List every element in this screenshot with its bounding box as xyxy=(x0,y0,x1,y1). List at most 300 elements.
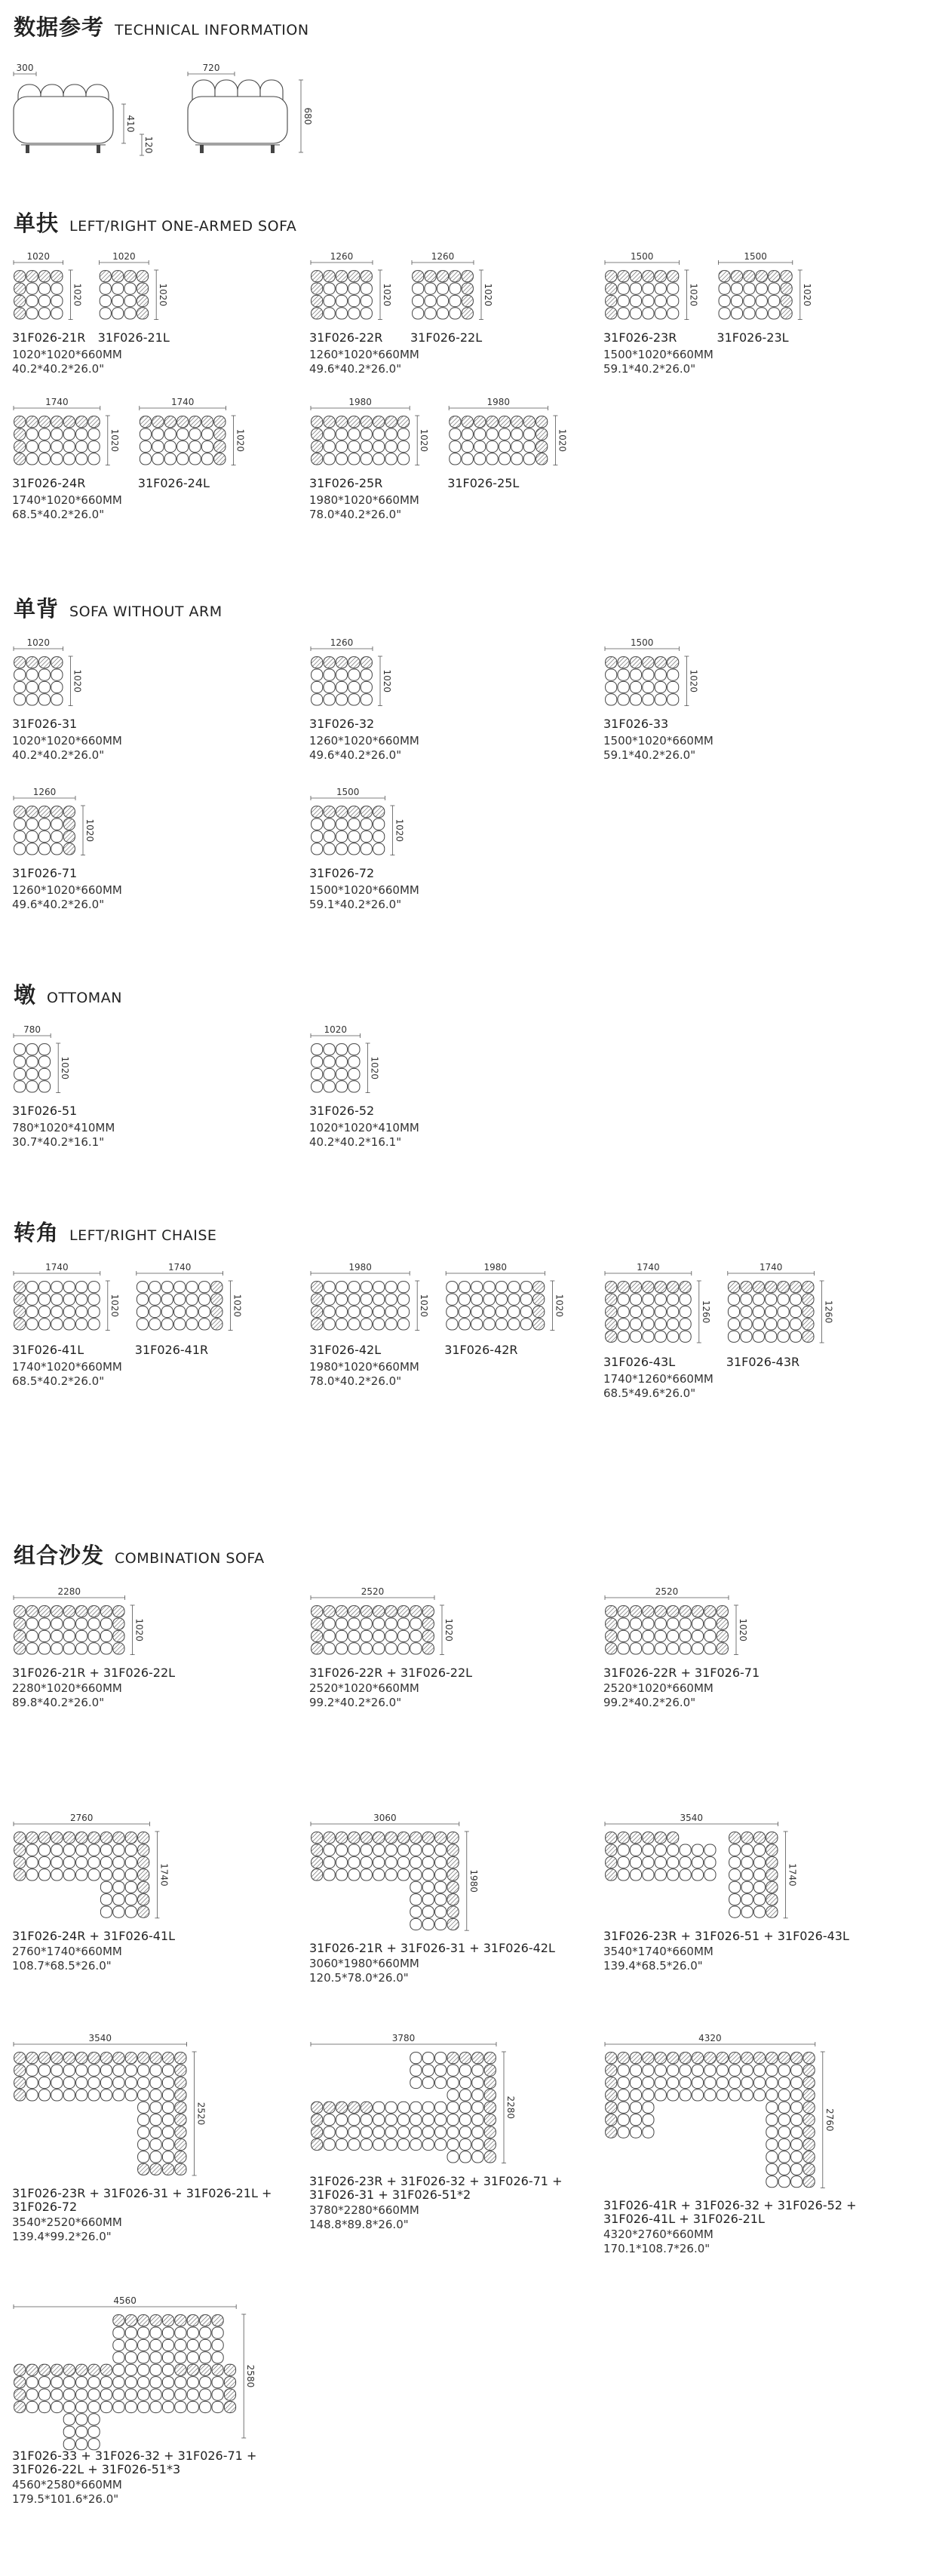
seat-cushion xyxy=(212,2401,223,2412)
size-mm: 1740*1020*660MM xyxy=(12,1360,122,1374)
combination-sofa xyxy=(309,1810,488,1939)
seat-cushion xyxy=(63,1844,75,1856)
seat-cushion xyxy=(324,681,335,692)
model-code: 31F026-51 xyxy=(12,1104,78,1118)
armrest-cushion xyxy=(447,1894,459,1905)
combination-plan xyxy=(14,1832,149,1918)
size-inch: 40.2*40.2*16.1" xyxy=(309,1135,402,1149)
armrest-cushion xyxy=(484,2089,496,2101)
armrest-cushion xyxy=(175,2315,186,2326)
model-code: 31F026-41R xyxy=(134,1343,209,1357)
depth-dimension xyxy=(366,1043,380,1093)
seat-cushion xyxy=(435,2126,447,2138)
armrest-cushion xyxy=(137,295,148,306)
seat-cushion xyxy=(198,1282,210,1293)
armrest-cushion xyxy=(211,1306,222,1317)
seat-cushion xyxy=(336,843,347,855)
size-inch: 179.5*101.6*26.0" xyxy=(12,2492,119,2506)
seat-cushion xyxy=(88,2089,100,2101)
seat-cushion xyxy=(311,1081,323,1092)
seat-cushion xyxy=(413,295,424,306)
seat-cushion xyxy=(459,1282,470,1293)
armrest-cushion xyxy=(397,1832,409,1844)
seat-cushion xyxy=(88,1643,100,1654)
seat-cushion xyxy=(26,681,38,692)
armrest-cushion xyxy=(311,441,323,452)
seat-cushion xyxy=(76,1844,87,1856)
seat-cushion xyxy=(336,1643,347,1654)
armrest-cushion xyxy=(536,416,548,428)
combination-sofa xyxy=(309,2031,525,2172)
armrest-cushion xyxy=(138,1869,149,1881)
seat-cushion xyxy=(437,295,448,306)
width-label: 2280 xyxy=(57,1586,81,1597)
seat-cushion xyxy=(744,295,755,306)
depth-label: 1020 xyxy=(419,1294,430,1318)
seat-cushion xyxy=(422,2065,434,2076)
seat-cushion xyxy=(336,283,347,294)
width-label: 3540 xyxy=(680,1813,704,1823)
armrest-cushion xyxy=(14,1319,26,1330)
seat-cushion xyxy=(14,831,26,842)
armrest-cushion xyxy=(778,2053,790,2064)
seat-cushion xyxy=(486,453,498,465)
seat-cushion xyxy=(447,2065,459,2076)
armrest-cushion xyxy=(140,416,151,428)
depth-dimension xyxy=(553,416,567,465)
armrest-cushion xyxy=(113,1606,124,1617)
seat-cushion xyxy=(753,1844,765,1856)
seat-cushion xyxy=(655,308,666,319)
armrest-cushion xyxy=(175,2114,186,2126)
size-mm: 1740*1260*660MM xyxy=(603,1372,714,1386)
width-dimension xyxy=(14,637,63,651)
armrest-cushion xyxy=(26,2364,38,2375)
seat-cushion xyxy=(26,2389,38,2400)
armrest-cushion xyxy=(680,1282,691,1293)
seat-cushion xyxy=(728,1306,739,1317)
seat-cushion xyxy=(778,2089,790,2101)
seat-cushion xyxy=(729,1856,741,1868)
depth-label: 1020 xyxy=(369,1056,380,1080)
seat-cushion xyxy=(138,2138,149,2150)
seat-cushion xyxy=(63,1282,75,1293)
ottoman-drawing xyxy=(12,1022,79,1098)
seat-cushion xyxy=(667,308,679,319)
seat-cushion xyxy=(348,818,360,830)
seat-cushion xyxy=(336,818,347,830)
armrest-cushion xyxy=(692,2053,703,2064)
seat-cushion xyxy=(38,295,50,306)
seat-cushion xyxy=(137,1306,148,1317)
armrest-cushion xyxy=(630,1832,641,1844)
width-dimension xyxy=(188,63,235,76)
armrest-cushion xyxy=(618,271,629,282)
model-code: 31F026-42L xyxy=(309,1343,382,1357)
armrest-cushion xyxy=(484,2065,496,2076)
model-code: 31F026-25R xyxy=(309,476,383,490)
chaise-pair-drawing xyxy=(309,1260,582,1350)
armrest-cushion xyxy=(201,416,213,428)
seat-cushion xyxy=(717,2089,728,2101)
seat-cushion xyxy=(14,818,26,830)
seat-cushion xyxy=(177,428,189,440)
seat-cushion xyxy=(523,453,535,465)
seat-cushion xyxy=(756,308,767,319)
seat-cushion xyxy=(162,2126,173,2138)
seat-cushion xyxy=(447,1282,458,1293)
seat-cushion xyxy=(198,1306,210,1317)
armrest-cushion xyxy=(14,416,26,428)
armrest-cushion xyxy=(680,1606,691,1617)
seat-cushion xyxy=(212,2339,223,2350)
combination-plan xyxy=(14,1606,124,1654)
seat-cushion xyxy=(630,2114,641,2126)
width-dimension xyxy=(605,1262,692,1276)
armless-sofa xyxy=(309,635,401,711)
armrest-cushion xyxy=(606,2102,617,2113)
size-inch: 49.6*40.2*26.0" xyxy=(12,898,105,911)
combination-sofa-drawing xyxy=(309,2031,525,2172)
seat-cushion xyxy=(410,1844,422,1856)
depth-label: 2520 xyxy=(195,2102,207,2126)
size-mm: 1020*1020*660MM xyxy=(12,348,122,361)
seat-cushion xyxy=(741,1869,753,1881)
seat-cushion xyxy=(138,2102,149,2113)
seat-cushion xyxy=(790,1294,801,1305)
width-label: 1740 xyxy=(759,1262,783,1273)
seat-cushion xyxy=(680,2077,691,2088)
seat-cushion xyxy=(766,2151,778,2163)
seat-cushion xyxy=(63,2401,75,2412)
seat-cushion xyxy=(729,1894,741,1905)
combination-sofa-drawing xyxy=(603,2031,844,2197)
seat-cushion xyxy=(324,2126,335,2138)
seat-cushion xyxy=(385,2102,397,2113)
seat-cushion xyxy=(348,2138,360,2150)
armrest-cushion xyxy=(14,806,26,818)
size-mm: 780*1020*410MM xyxy=(12,1121,115,1134)
seat-cushion xyxy=(373,1319,385,1330)
seat-cushion xyxy=(162,2114,173,2126)
armrest-cushion xyxy=(162,2053,173,2064)
seat-cushion xyxy=(753,1294,764,1305)
seat-cushion xyxy=(161,1319,173,1330)
seat-cushion xyxy=(63,2377,75,2388)
seat-cushion xyxy=(348,283,360,294)
depth-dimension xyxy=(684,656,698,706)
seat-cushion xyxy=(520,1282,532,1293)
seat-cushion xyxy=(474,453,486,465)
seat-cushion xyxy=(26,1643,38,1654)
seat-cushion xyxy=(324,295,335,306)
seat-cushion xyxy=(336,453,347,465)
seat-cushion xyxy=(324,1630,335,1641)
seat-cushion xyxy=(311,1056,323,1067)
seat-cushion xyxy=(630,2065,641,2076)
armrest-cushion xyxy=(76,1606,87,1617)
seat-cushion xyxy=(125,2077,137,2088)
seat-cushion xyxy=(486,428,498,440)
seat-cushion xyxy=(113,2401,124,2412)
seat-cushion xyxy=(212,2327,223,2338)
model-code: 31F026-21L xyxy=(97,330,170,345)
armrest-cushion xyxy=(38,416,50,428)
model-code: 31F026-21R + 31F026-22L xyxy=(12,1665,176,1680)
armrest-cushion xyxy=(113,1618,124,1629)
seat-cushion xyxy=(397,2126,409,2138)
seat-cushion xyxy=(643,1331,654,1342)
model-code: 31F026-22L xyxy=(410,330,483,345)
seat-cushion xyxy=(655,1294,666,1305)
model-code: 31F026-43R xyxy=(726,1355,800,1370)
armrest-cushion xyxy=(803,2065,815,2076)
section-title-en: LEFT/RIGHT ONE-ARMED SOFA xyxy=(69,218,297,235)
seat-cushion xyxy=(520,1294,532,1305)
size-mm: 1500*1020*660MM xyxy=(603,734,714,748)
armrest-cushion xyxy=(606,2077,617,2088)
seat-cushion xyxy=(729,2065,741,2076)
seat-cushion xyxy=(425,308,436,319)
seat-cushion xyxy=(26,283,38,294)
armrest-cushion xyxy=(150,2315,161,2326)
armrest-cushion xyxy=(667,271,679,282)
armrest-cushion xyxy=(124,271,136,282)
width-label: 300 xyxy=(16,63,34,73)
seat-cushion xyxy=(655,1331,666,1342)
seat-cushion xyxy=(100,2089,112,2101)
seat-cushion xyxy=(791,2176,803,2188)
seat-cushion xyxy=(125,2401,137,2412)
seat-cushion xyxy=(373,2114,385,2126)
depth-label: 1020 xyxy=(72,283,83,307)
armrest-cushion xyxy=(484,2077,496,2088)
depth-label: 1020 xyxy=(801,283,812,307)
seat-cushion xyxy=(26,694,38,705)
width-dimension xyxy=(14,1586,125,1600)
seat-cushion xyxy=(373,2126,385,2138)
seat-cushion xyxy=(790,1319,801,1330)
armrest-cushion xyxy=(214,428,226,440)
armrest-cushion xyxy=(606,2053,617,2064)
seat-cushion xyxy=(618,1294,629,1305)
seat-cushion xyxy=(728,1319,739,1330)
armrest-cushion xyxy=(211,1294,222,1305)
armrest-cushion xyxy=(766,1906,778,1917)
seat-cushion xyxy=(729,2077,741,2088)
seat-cushion xyxy=(125,2089,137,2101)
seat-cushion xyxy=(51,1618,63,1629)
armrest-cushion xyxy=(125,2315,137,2326)
seat-cushion xyxy=(336,831,347,842)
seat-cushion xyxy=(766,2176,778,2188)
width-label: 1260 xyxy=(330,251,354,262)
seat-cushion xyxy=(410,1869,422,1881)
combination-sofa-drawing xyxy=(12,2293,265,2447)
armrest-cushion xyxy=(692,1606,703,1617)
seat-cushion xyxy=(471,1294,483,1305)
seat-cushion xyxy=(51,453,63,465)
model-code: 31F026-24R xyxy=(12,476,86,490)
seat-cushion xyxy=(618,1306,629,1317)
seat-cushion xyxy=(410,2102,422,2113)
armrest-cushion xyxy=(14,2364,26,2375)
seat-cushion xyxy=(680,1294,691,1305)
seat-cushion xyxy=(459,2138,471,2150)
seat-cushion xyxy=(778,2102,790,2113)
seat-cushion xyxy=(729,1869,741,1881)
seat-cushion xyxy=(791,2163,803,2175)
armrest-cushion xyxy=(14,2065,26,2076)
seat-cushion xyxy=(778,2077,790,2088)
width-label: 1020 xyxy=(112,251,136,263)
seat-cushion xyxy=(618,2114,629,2126)
seat-cushion xyxy=(741,2065,753,2076)
size-mm: 3540*2520*660MM xyxy=(12,2215,122,2229)
seat-cushion xyxy=(162,2352,173,2363)
seat-cushion xyxy=(112,308,124,319)
armrest-cushion xyxy=(447,1832,459,1844)
seat-cushion xyxy=(447,2077,459,2088)
armrest-cushion xyxy=(447,2053,459,2064)
armrest-cushion xyxy=(14,1618,26,1629)
combination-plan xyxy=(311,1832,459,1930)
seat-cushion xyxy=(373,1856,385,1868)
armrest-cushion xyxy=(753,2053,765,2064)
armrest-cushion xyxy=(450,271,461,282)
seat-cushion xyxy=(437,308,448,319)
seat-cushion xyxy=(397,1844,409,1856)
depth-label: 1020 xyxy=(382,669,392,693)
combination-sofa xyxy=(12,2293,265,2447)
seat-cushion xyxy=(692,1630,703,1641)
armrest-cushion xyxy=(484,2053,496,2064)
side-view-drawings-drawing xyxy=(11,59,327,157)
size-mm: 1980*1020*660MM xyxy=(309,1360,419,1374)
one-armed-left xyxy=(100,271,148,319)
seat-cushion xyxy=(447,2138,459,2150)
seat-cushion xyxy=(630,295,641,306)
seat-cushion xyxy=(741,2077,753,2088)
seat-cushion xyxy=(741,1881,753,1893)
seat-cushion xyxy=(422,1918,434,1930)
seat-cushion xyxy=(753,1331,764,1342)
armrest-cushion xyxy=(324,271,335,282)
seat-cushion xyxy=(113,1844,124,1856)
seat-cushion xyxy=(778,2151,790,2163)
seat-cushion xyxy=(336,2114,347,2126)
size-inch: 78.0*40.2*26.0" xyxy=(309,1374,402,1388)
model-code: 31F026-24R + 31F026-41L xyxy=(12,1928,176,1943)
seat-cushion xyxy=(667,283,679,294)
armrest-cushion xyxy=(152,416,164,428)
armrest-cushion xyxy=(14,308,26,319)
depth-label: 1020 xyxy=(382,283,392,307)
section-title-cn: 单扶 xyxy=(14,210,60,236)
armrest-cushion xyxy=(462,271,473,282)
armrest-cushion xyxy=(373,416,385,428)
section-title xyxy=(14,11,309,41)
section-title-cn: 单背 xyxy=(14,596,60,622)
armrest-cushion xyxy=(385,1606,397,1617)
armrest-cushion xyxy=(348,416,360,428)
size-inch: 40.2*40.2*26.0" xyxy=(12,362,105,376)
depth-dimension xyxy=(81,806,95,855)
seat-cushion xyxy=(410,1894,422,1905)
seat-cushion xyxy=(410,1881,422,1893)
armrest-cushion xyxy=(112,271,124,282)
seat-cushion xyxy=(51,694,63,705)
seat-cushion xyxy=(361,283,372,294)
seat-cushion xyxy=(162,2065,173,2076)
armless-sofa-drawing xyxy=(603,635,707,711)
width-label: 1980 xyxy=(348,397,372,408)
one-armed-sofa-pair xyxy=(12,249,186,324)
depth-dimension xyxy=(415,416,429,465)
seat-cushion xyxy=(618,295,629,306)
armrest-cushion xyxy=(606,1630,617,1641)
depth-dimension xyxy=(155,1831,169,1918)
armrest-cushion xyxy=(311,283,323,294)
armrest-cushion xyxy=(311,1306,323,1317)
seat-cushion xyxy=(100,1894,112,1905)
chaise-right xyxy=(728,1282,814,1343)
seat-cushion xyxy=(655,1630,666,1641)
seat-cushion xyxy=(704,1618,716,1629)
armrest-cushion xyxy=(311,2102,323,2113)
depth-dimension xyxy=(192,2052,207,2175)
seat-cushion xyxy=(138,2377,149,2388)
seat-cushion xyxy=(138,2126,149,2138)
seat-cushion xyxy=(630,669,641,680)
seat-cushion xyxy=(729,1881,741,1893)
size-mm: 1260*1020*660MM xyxy=(309,348,419,361)
seat-cushion xyxy=(410,2138,422,2150)
model-code: 31F026-22R + 31F026-71 xyxy=(603,1665,760,1680)
seat-cushion xyxy=(150,2389,161,2400)
seat-cushion xyxy=(397,1282,409,1293)
seat-cushion xyxy=(311,1044,323,1055)
armrest-cushion xyxy=(606,2065,617,2076)
armrest-cushion xyxy=(14,2377,26,2388)
seat-cushion xyxy=(38,428,50,440)
seat-cushion xyxy=(336,2126,347,2138)
armrest-cushion xyxy=(137,308,148,319)
seat-cushion xyxy=(766,1319,777,1330)
armrest-cushion xyxy=(606,2089,617,2101)
armrest-cushion xyxy=(425,271,436,282)
armrest-cushion xyxy=(324,416,335,428)
seat-cushion xyxy=(187,2377,198,2388)
seat-cushion xyxy=(450,453,461,465)
depth-dimension xyxy=(299,80,313,152)
seat-cushion xyxy=(728,1294,739,1305)
seat-cushion xyxy=(161,1294,173,1305)
seat-cushion xyxy=(731,308,742,319)
seat-cushion xyxy=(361,681,372,692)
depth-label: 1260 xyxy=(700,1300,711,1324)
armrest-cushion xyxy=(88,2364,100,2375)
seat-cushion xyxy=(373,1306,385,1317)
seat-cushion xyxy=(410,1618,422,1629)
armrest-cushion xyxy=(51,2364,63,2375)
combination-sofa xyxy=(603,1584,757,1664)
width-label: 1980 xyxy=(348,1262,372,1273)
armrest-cushion xyxy=(311,1618,323,1629)
seat-cushion xyxy=(435,2114,447,2126)
seat-cushion xyxy=(471,1282,483,1293)
armrest-cushion xyxy=(14,1832,26,1844)
